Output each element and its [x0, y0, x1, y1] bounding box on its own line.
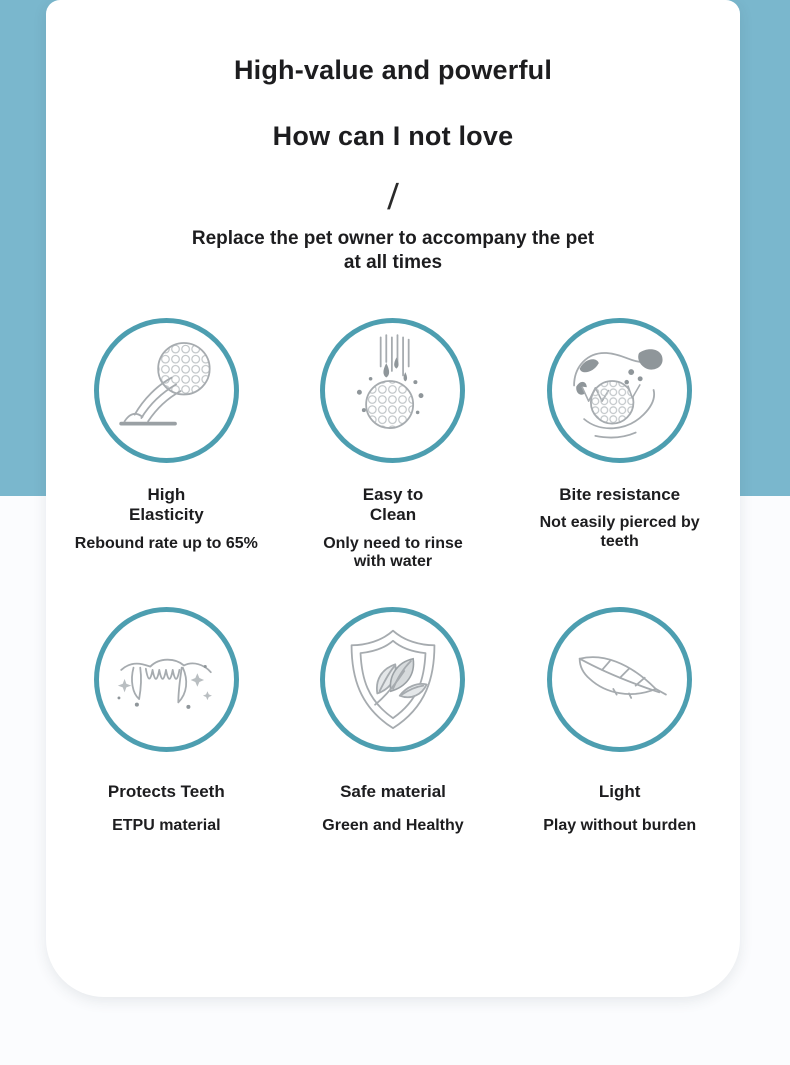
feature-circle — [547, 318, 692, 463]
feature-cell-high-elasticity — [53, 318, 280, 573]
page-subtitle-heading: How can I not love — [272, 120, 514, 151]
feature-description: Only need to rinse with water — [323, 534, 463, 571]
tagline-line2: at all times — [343, 251, 443, 273]
feature-description: ETPU material — [112, 816, 221, 834]
slash-divider: / — [386, 176, 400, 218]
feature-title: Easy to Clean — [362, 484, 424, 525]
feature-cell-protects-teeth — [53, 607, 280, 835]
feature-circle — [320, 607, 465, 752]
tagline — [46, 227, 740, 273]
feature-title: Bite resistance — [559, 484, 681, 504]
feature-title: Safe material — [340, 782, 446, 802]
feature-circle — [94, 318, 239, 463]
feature-cell-bite-resistance — [506, 318, 733, 573]
feature-title: Protects Teeth — [107, 782, 225, 802]
feature-circle — [547, 607, 692, 752]
feature-title: High Elasticity — [129, 484, 204, 525]
feature-description: Not easily pierced by teeth — [539, 514, 700, 550]
feature-title: Light — [598, 782, 641, 802]
feather-icon — [564, 624, 676, 736]
page-title: High-value and powerful — [233, 55, 553, 85]
shield-leaves-icon — [337, 624, 449, 736]
content-card — [46, 0, 740, 997]
feature-circle — [320, 318, 465, 463]
dog-bite-icon — [564, 334, 676, 446]
water-rinse-icon — [337, 334, 449, 446]
teeth-icon — [110, 624, 222, 736]
feature-cell-light — [506, 607, 733, 835]
feature-circle — [94, 607, 239, 752]
feature-cell-safe-material — [280, 607, 507, 835]
feature-cell-easy-to-clean — [280, 318, 507, 573]
feature-grid — [53, 318, 733, 836]
feature-description: Green and Healthy — [322, 816, 464, 834]
bouncing-ball-icon — [110, 334, 222, 446]
feature-description: Play without burden — [543, 816, 697, 834]
feature-description: Rebound rate up to 65% — [74, 534, 258, 552]
tagline-line1: Replace the pet owner to accompany the pet — [191, 228, 595, 250]
